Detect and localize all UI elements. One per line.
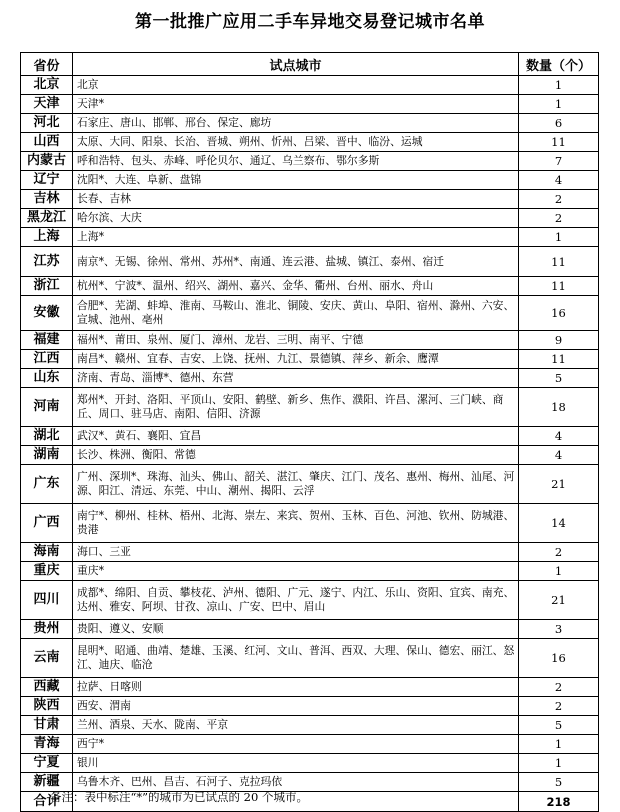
table-row (21, 716, 599, 735)
table-row (21, 697, 599, 716)
row-province: 江西 (21, 350, 73, 369)
row-count: 1 (519, 95, 599, 114)
row-cities: 呼和浩特、包头、赤峰、呼伦贝尔、通辽、乌兰察布、鄂尔多斯 (73, 152, 519, 171)
table-row (21, 331, 599, 350)
table-row (21, 171, 599, 190)
table-row (21, 296, 599, 331)
table-row (21, 639, 599, 678)
row-count: 5 (519, 716, 599, 735)
table-row (21, 754, 599, 773)
row-cities: 兰州、酒泉、天水、陇南、平京 (73, 716, 519, 735)
table-row (21, 620, 599, 639)
row-province: 江苏 (21, 247, 73, 277)
row-province: 重庆 (21, 562, 73, 581)
row-province: 西藏 (21, 678, 73, 697)
row-province: 北京 (21, 76, 73, 95)
row-province: 吉林 (21, 190, 73, 209)
row-cities: 南宁*、柳州、桂林、梧州、北海、崇左、来宾、贺州、玉林、百色、河池、钦州、防城港、贵港 (73, 504, 519, 543)
row-province: 辽宁 (21, 171, 73, 190)
table-row (21, 465, 599, 504)
row-cities: 杭州*、宁波*、温州、绍兴、湖州、嘉兴、金华、衢州、台州、丽水、舟山 (73, 277, 519, 296)
row-province: 上海 (21, 228, 73, 247)
row-cities: 西安、渭南 (73, 697, 519, 716)
row-count: 2 (519, 678, 599, 697)
row-province: 河南 (21, 388, 73, 427)
row-count: 4 (519, 427, 599, 446)
city-list-table (20, 52, 599, 812)
row-cities: 北京 (73, 76, 519, 95)
row-cities: 西宁* (73, 735, 519, 754)
row-cities: 南昌*、赣州、宜春、吉安、上饶、抚州、九江、景德镇、萍乡、新余、鹰潭 (73, 350, 519, 369)
row-count: 4 (519, 171, 599, 190)
row-count: 2 (519, 190, 599, 209)
row-province: 山西 (21, 133, 73, 152)
table-row (21, 247, 599, 277)
row-cities: 乌鲁木齐、巴州、昌吉、石河子、克拉玛依 (73, 773, 519, 792)
table-row (21, 446, 599, 465)
header-cities: 试点城市 (73, 53, 519, 76)
table-row (21, 543, 599, 562)
row-cities: 武汉*、黄石、襄阳、宜昌 (73, 427, 519, 446)
table-row (21, 209, 599, 228)
row-count: 9 (519, 331, 599, 350)
row-cities: 长沙、株洲、衡阳、常德 (73, 446, 519, 465)
row-count: 1 (519, 754, 599, 773)
row-province: 海南 (21, 543, 73, 562)
page-title: 第一批推广应用二手车异地交易登记城市名单 (135, 12, 485, 32)
row-province: 陕西 (21, 697, 73, 716)
row-count: 6 (519, 114, 599, 133)
row-count: 5 (519, 369, 599, 388)
row-cities: 海口、三亚 (73, 543, 519, 562)
row-province: 云南 (21, 639, 73, 678)
row-province: 四川 (21, 581, 73, 620)
row-province: 山东 (21, 369, 73, 388)
row-count: 1 (519, 735, 599, 754)
row-cities: 南京*、无锡、徐州、常州、苏州*、南通、连云港、盐城、镇江、泰州、宿迁 (73, 247, 519, 277)
row-count: 3 (519, 620, 599, 639)
row-province: 福建 (21, 331, 73, 350)
row-count: 1 (519, 228, 599, 247)
row-cities: 天津* (73, 95, 519, 114)
row-count: 11 (519, 247, 599, 277)
table-row (21, 678, 599, 697)
row-cities: 长春、吉林 (73, 190, 519, 209)
row-province: 天津 (21, 95, 73, 114)
row-count: 11 (519, 133, 599, 152)
row-count: 2 (519, 697, 599, 716)
row-province: 湖南 (21, 446, 73, 465)
row-cities: 石家庄、唐山、邯郸、邢台、保定、廊坊 (73, 114, 519, 133)
row-count: 4 (519, 446, 599, 465)
row-cities: 合肥*、芜湖、蚌埠、淮南、马鞍山、淮北、铜陵、安庆、黄山、阜阳、宿州、滁州、六安、宣城、池州、亳州 (73, 296, 519, 331)
row-province: 广东 (21, 465, 73, 504)
row-count: 16 (519, 639, 599, 678)
row-cities: 银川 (73, 754, 519, 773)
row-cities: 福州*、莆田、泉州、厦门、漳州、龙岩、三明、南平、宁德 (73, 331, 519, 350)
header-count: 数量（个） (519, 53, 599, 76)
row-cities: 拉萨、日喀则 (73, 678, 519, 697)
row-count: 21 (519, 581, 599, 620)
row-count: 14 (519, 504, 599, 543)
table-row (21, 76, 599, 95)
total-count: 218 (519, 792, 599, 812)
row-count: 2 (519, 543, 599, 562)
row-cities: 重庆* (73, 562, 519, 581)
row-cities: 成都*、绵阳、自贡、攀枝花、泸州、德阳、广元、遂宁、内江、乐山、资阳、宜宾、南充、达州、雅安、阿坝、甘孜、凉山、广安、巴中、眉山 (73, 581, 519, 620)
row-count: 5 (519, 773, 599, 792)
row-cities: 贵阳、遵义、安顺 (73, 620, 519, 639)
row-cities: 广州、深圳*、珠海、汕头、佛山、韶关、湛江、肇庆、江门、茂名、惠州、梅州、汕尾、河源、阳江、清远、东莞、中山、潮州、揭阳、云浮 (73, 465, 519, 504)
row-province: 甘肃 (21, 716, 73, 735)
row-province: 青海 (21, 735, 73, 754)
row-count: 16 (519, 296, 599, 331)
row-province: 黑龙江 (21, 209, 73, 228)
row-count: 1 (519, 76, 599, 95)
total-label: 合计 (21, 792, 73, 812)
row-cities: 郑州*、开封、洛阳、平顶山、安阳、鹤壁、新乡、焦作、濮阳、许昌、漯河、三门峡、商丘、周口、驻马店、南阳、信阳、济源 (73, 388, 519, 427)
table-row (21, 114, 599, 133)
row-count: 18 (519, 388, 599, 427)
table-row (21, 735, 599, 754)
row-province: 宁夏 (21, 754, 73, 773)
row-province: 内蒙古 (21, 152, 73, 171)
table-row (21, 504, 599, 543)
table-row (21, 190, 599, 209)
table-row (21, 152, 599, 171)
row-province: 贵州 (21, 620, 73, 639)
table-row (21, 133, 599, 152)
row-province: 河北 (21, 114, 73, 133)
table-row (21, 388, 599, 427)
row-cities: 上海* (73, 228, 519, 247)
row-province: 湖北 (21, 427, 73, 446)
header-province: 省份 (21, 53, 73, 76)
row-province: 安徽 (21, 296, 73, 331)
table-row (21, 427, 599, 446)
row-province: 新疆 (21, 773, 73, 792)
row-count: 1 (519, 562, 599, 581)
table-header-row (21, 53, 599, 76)
row-count: 11 (519, 277, 599, 296)
row-province: 浙江 (21, 277, 73, 296)
row-count: 21 (519, 465, 599, 504)
table-row (21, 95, 599, 114)
row-cities: 沈阳*、大连、阜新、盘锦 (73, 171, 519, 190)
table-row (21, 562, 599, 581)
row-province: 广西 (21, 504, 73, 543)
row-count: 7 (519, 152, 599, 171)
row-count: 2 (519, 209, 599, 228)
table-row (21, 369, 599, 388)
table-row (21, 581, 599, 620)
row-cities: 哈尔滨、大庆 (73, 209, 519, 228)
table-row (21, 350, 599, 369)
footnote: 备注：表中标注“*”的城市为已试点的 20 个城市。 (50, 790, 308, 804)
row-cities: 昆明*、昭通、曲靖、楚雄、玉溪、红河、文山、普洱、西双、大理、保山、德宏、丽江、怒江、迪庆、临沧 (73, 639, 519, 678)
row-cities: 太原、大同、阳泉、长治、晋城、朔州、忻州、吕梁、晋中、临汾、运城 (73, 133, 519, 152)
table-row (21, 277, 599, 296)
row-count: 11 (519, 350, 599, 369)
row-cities: 济南、青岛、淄博*、德州、东营 (73, 369, 519, 388)
table-row (21, 228, 599, 247)
